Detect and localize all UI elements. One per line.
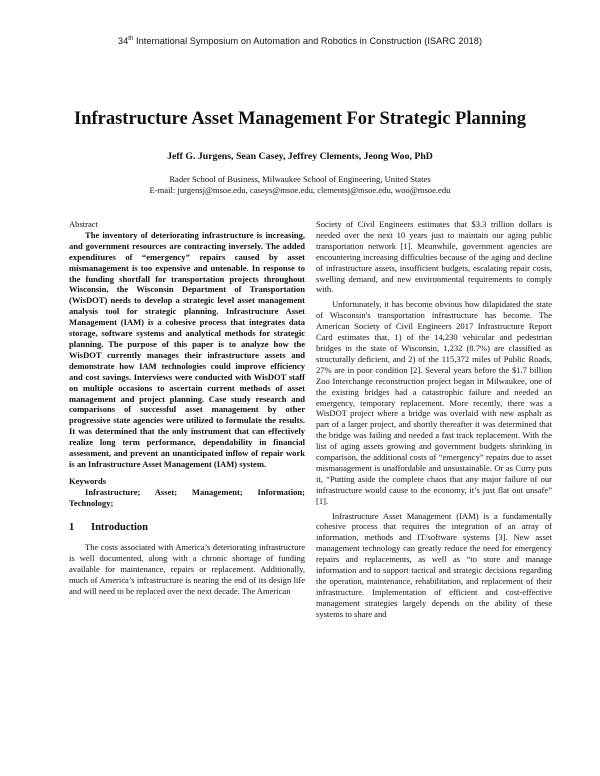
intro-paragraph-3: Infrastructure Asset Management (IAM) is a fundamentally cohesive process that requires the integration of an array of information, methods and IT/software systems [3]. New asset management technology can greatly reduce the need for emergency repairs and replacements, as well as “to store and manage information and to support tactical and strategic decisions regarding the operation, maintenance, rehabilitation, and replacement of their infrastructure. Implementation of efficient and cost-effective management strategies largely depends on the ability of these systems to share and bbox=[316, 510, 552, 619]
right-column bbox=[316, 219, 552, 620]
conference-name: International Symposium on Automation and Robotics in Construction (ISARC 2018) bbox=[133, 36, 483, 47]
conference-number: 34 bbox=[117, 36, 129, 47]
intro-paragraph-2: Unfortunately, it has become obvious how dilapidated the state of Wisconsin's transportation infrastructure has become. The American Society of Civil Engineers 2017 Infrastructure Report Card estimates that, 1) of the 14,230 vehicular and pedestrian bridges in the state of Wisconsin, 1,232 (8.7%) are classified as structurally deficient, and 2) of the 115,372 miles of Public Roads, 27% are in poor condition [2]. Several years before the $1.7 billion Zoo Interchange reconstruction project began in Milwaukee, one of the existing bridges had a catastrophic failure and needed an emergency, temporary replacement. More recently, there was a WisDOT project where a bridge was overlaid with new asphalt as part of a larger project, and shortly thereafter it was determined that the bridge was failing and needed a fast track replacement. With the list of aging assets growing and government budgets shrinking in comparison, the additional costs of “emergency” repairs due to asset mismanagement is unaffordable and unsustainable. Or as Curry puts it, “Putting aside the complete chaos that any major failure of our infrastructure would cause to the economy, it’s just flat out unsafe” [1]. bbox=[316, 299, 552, 506]
abstract-heading: Abstract bbox=[69, 219, 98, 229]
left-column bbox=[69, 219, 305, 597]
abstract-body: The inventory of deteriorating infrastructure is increasing, and government resources are contracting inversely. The added expenditures of “emergency” repairs caused by asset mismanagement is too expensive and untenable. In response to the funding shortfall for transportation projects throughout Wisconsin, the Wisconsin Department of Transportation (WisDOT) needs to develop a strategic level asset management analysis tool for strategic planning. Infrastructure Asset Management (IAM) is a cohesive process that integrates data storage, software systems and analytical methods for strategic planning. The purpose of this paper is to analyze how the WisDOT currently manages their infrastructure assets and demonstrate how IAM technologies could improve efficiency and cost savings. Interviews were conducted with WisDOT staff on multiple occasions to ascertain current methods of asset management and project planning. Case study research and comparisons of successful asset management by other progressive state agencies were utilized to formulate the results. It was determined that the only instrument that can effectively realize long term performance, dependability in financial assessment, and prevent an unanticipated inflow of repair work is an Infrastructure Asset Management (IAM) system. bbox=[69, 229, 305, 469]
keywords-body: Infrastructure; Asset; Management; Information; Technology; bbox=[69, 486, 305, 508]
keywords-heading: Keywords bbox=[69, 475, 107, 486]
section-number: 1 bbox=[69, 521, 75, 533]
paper-authors: Jeff G. Jurgens, Sean Casey, Jeffrey Clements, Jeong Woo, PhD bbox=[167, 151, 433, 162]
conference-header bbox=[0, 36, 600, 46]
conference-ordinal: th bbox=[128, 36, 134, 42]
paper-title: Infrastructure Asset Management For Strategic Planning bbox=[74, 109, 526, 129]
author-affiliation-block bbox=[0, 174, 600, 196]
affiliation: Rader School of Business, Milwaukee School of Engineering, United States bbox=[169, 174, 431, 184]
intro-paragraph-1: The costs associated with America’s deteriorating infrastructure is well documented, along with a chronic shortage of funding available for maintenance, repairs or replacement. Additionally, much of America’s infrastructure is nearing the end of its design life and will need to be replaced over the next decade. The American bbox=[69, 542, 305, 597]
section-title: Introduction bbox=[91, 521, 148, 533]
section-heading-introduction bbox=[69, 523, 305, 534]
intro-paragraph-1-continued: Society of Civil Engineers estimates that $3.3 trillion dollars is needed over the next 10 years just to maintain our aging public transportation network [1]. Meanwhile, government agencies are encountering increasing difficulties because of the aging and decline of infrastructure assets, insufficient budgets, escalating repair costs, swelling demand, and new environmental requirements to comply with. bbox=[316, 219, 552, 295]
author-emails: E-mail: jurgensj@msoe.edu, caseys@msoe.edu, clementsj@msoe.edu, woo@msoe.edu bbox=[149, 185, 451, 195]
